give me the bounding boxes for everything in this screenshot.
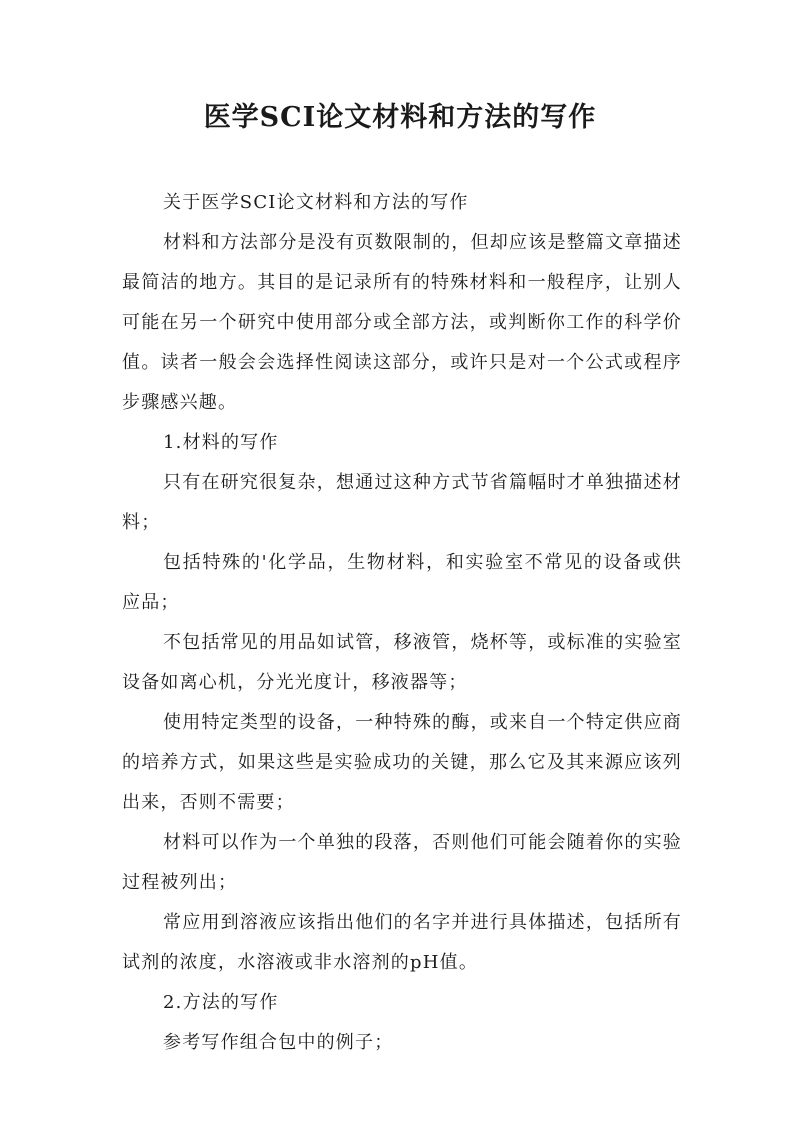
- document-title: 医学SCI论文材料和方法的写作: [203, 102, 597, 133]
- paragraph-materials-4: 使用特定类型的设备，一种特殊的酶，或来自一个特定供应商的培养方式，如果这些是实验成功的关键，那么它及其来源应该列出来，否则不需要；: [122, 712, 682, 813]
- paragraph-materials-2: 包括特殊的'化学品，生物材料，和实验室不常见的设备或供应品；: [122, 552, 682, 613]
- paragraph-intro-heading: 关于医学SCI论文材料和方法的写作: [163, 192, 469, 213]
- paragraph-materials-3: 不包括常见的用品如试管，移液管，烧杯等，或标准的实验室设备如离心机，分光光度计，移液器等；: [122, 632, 682, 693]
- paragraph-materials-6: 常应用到溶液应该指出他们的名字并进行具体描述，包括所有试剂的浓度，水溶液或非水溶剂的pH值。: [122, 912, 682, 973]
- document-body: [122, 183, 682, 1063]
- paragraph-materials-5: 材料可以作为一个单独的段落，否则他们可能会随着你的实验过程被列出；: [122, 832, 682, 893]
- paragraph-materials-1: 只有在研究很复杂，想通过这种方式节省篇幅时才单独描述材料；: [122, 472, 682, 533]
- section-heading-materials: 1.材料的写作: [163, 432, 279, 453]
- paragraph-overview: 材料和方法部分是没有页数限制的，但却应该是整篇文章描述最简洁的地方。其目的是记录所有的特殊材料和一般程序，让别人可能在另一个研究中使用部分或全部方法，或判断你工作的科学价值。读者一般会会选择性阅读这部分，或许只是对一个公式或程序步骤感兴趣。: [122, 232, 682, 413]
- section-heading-methods: 2.方法的写作: [163, 992, 279, 1013]
- paragraph-methods-1: 参考写作组合包中的例子；: [163, 1032, 394, 1053]
